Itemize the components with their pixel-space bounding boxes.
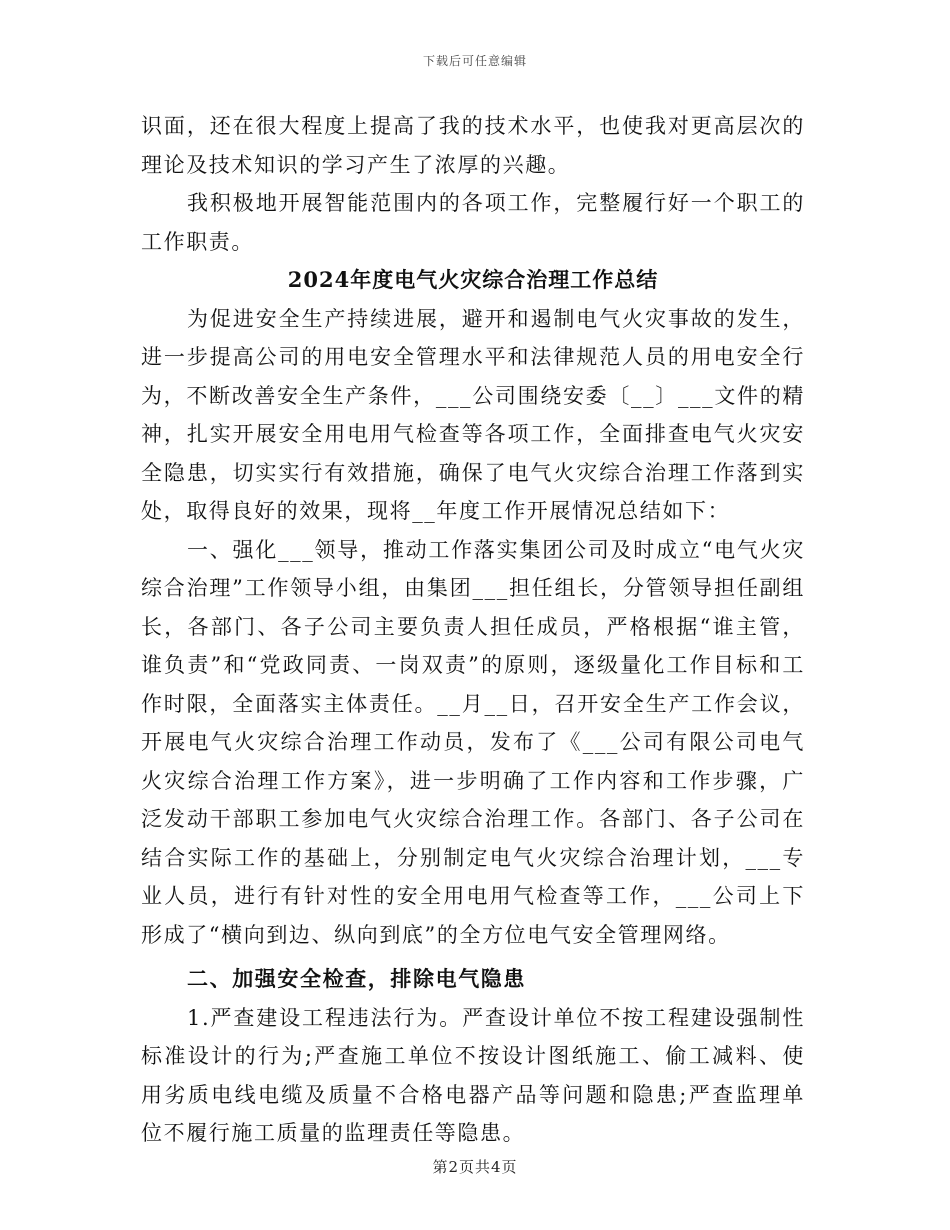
item-1-paragraph: 1.严查建设工程违法行为。严查设计单位不按工程建设强制性标准设计的行为;严查施工单位不按设计图纸施工、偷工减料、使用劣质电线电缆及质量不合格电器产品等问题和隐患;严查监理单位不履行施工质量的监理责任等隐患。 [141, 1005, 805, 1145]
page-number: 第2页共4页 [432, 1158, 518, 1176]
document-body [141, 107, 805, 1153]
continuation-paragraph: 识面，还在很大程度上提高了我的技术水平，也使我对更高层次的理论及技术知识的学习产生了浓厚的兴趣。 [141, 114, 805, 177]
page-header-note: 下载后可任意编辑 [422, 54, 527, 68]
section-1-paragraph: 一、强化___领导，推动工作落实集团公司及时成立“电气火灾综合治理”工作领导小组，由集团___担任组长，分管领导担任副组长，各部门、各子公司主要负责人担任成员，严格根据“谁主管，谁负责”和“党政同责、一岗双责”的原则，逐级量化工作目标和工作时限，全面落实主体责任。__月__日，召开安全生产工作会议，开展电气火灾综合治理工作动员，发布了《___公司有限公司电气火灾综合治理工作方案》，进一步明确了工作内容和工作步骤，广泛发动干部职工参加电气火灾综合治理工作。各部门、各子公司在结合实际工作的基础上，分别制定电气火灾综合治理计划，___专业人员，进行有针对性的安全用电用气检查等工作，___公司上下形成了“横向到边、纵向到底”的全方位电气安全管理网络。 [141, 537, 805, 947]
closing-paragraph: 我积极地开展智能范围内的各项工作，完整履行好一个职工的工作职责。 [141, 191, 805, 254]
intro-paragraph: 为促进安全生产持续进展，避开和遏制电气火灾事故的发生，进一步提高公司的用电安全管理水平和法律规范人员的用电安全行为，不断改善安全生产条件，___公司围绕安委〔__〕___文件的精神，扎实开展安全用电用气检查等各项工作，全面排查电气火灾安全隐患，切实实行有效措施，确保了电气火灾综合治理工作落到实处，取得良好的效果，现将__年度工作开展情况总结如下： [141, 306, 805, 523]
document-title: 2024年度电气火灾综合治理工作总结 [287, 267, 659, 292]
section-2-heading: 二、加强安全检查，排除电气隐患 [187, 966, 526, 991]
